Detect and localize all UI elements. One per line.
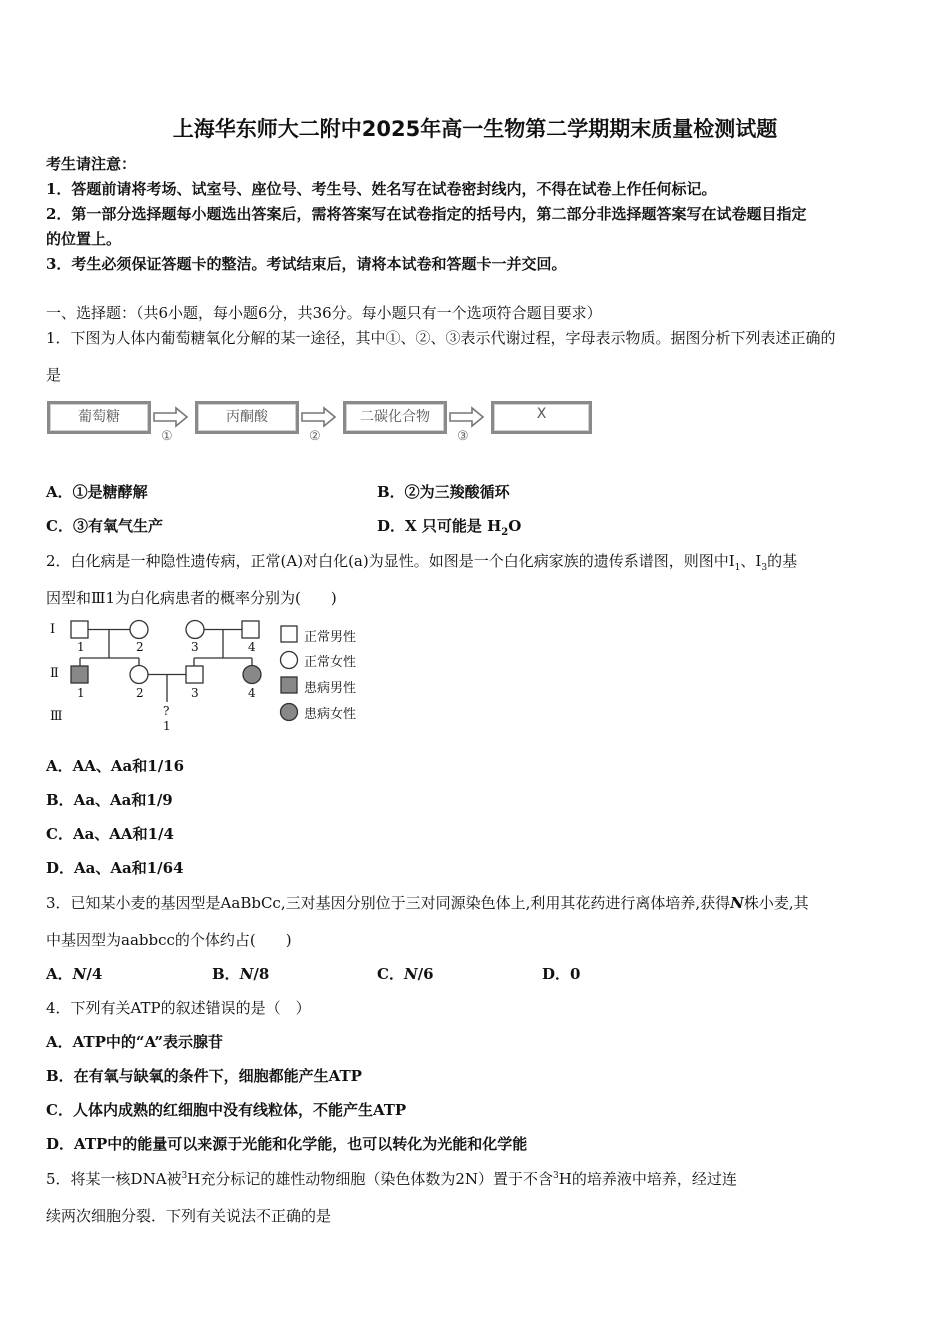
q5-stem-cont: 续两次细胞分裂．下列有关说法不正确的是 [46,1207,332,1225]
gen1-num-2: 2 [136,640,144,654]
q2-option-b: B．Aa、Aa和1/9 [46,791,173,809]
notice-item-2-cont: 的位置上。 [46,230,122,248]
pedigree-legend-symbols [279,623,301,725]
gen2-num-2: 2 [136,686,144,700]
gen3-unknown-mark: ? [163,704,170,718]
q2-option-c: C．Aa、AA和1/4 [46,825,174,843]
q3-option-c: C．N/6 [377,965,434,983]
gen1-male-1 [71,621,88,638]
flow-two-carbon: 二碳化合物 [343,401,447,434]
q2-stem-cont: 因型和Ⅲ1为白化病患者的概率分别为( ) [46,589,337,607]
flow-glucose: 葡萄糖 [47,401,151,434]
legend-affected-female: 患病女性 [304,707,357,722]
q1-option-b: B．②为三羧酸循环 [377,483,510,501]
step-3-label: ③ [457,429,469,444]
legend-affected-female-icon [281,704,298,721]
gen1-num-3: 3 [191,640,199,654]
gen2-num-1: 1 [77,686,85,700]
legend-affected-male: 患病男性 [304,681,357,696]
q2-option-a: A．AA、Aa和1/16 [46,757,185,775]
q2-stem: 2．白化病是一种隐性遗传病，正常(A)对白化(a)为显性。如图是一个白化病家族的遗传系谱图，则图中$Ⅰ_1$、$Ⅰ_3$的基 [46,552,798,573]
q1-stem-cont: 是 [46,366,62,384]
gen2-num-3: 3 [191,686,199,700]
notice-item-3: 3．考生必须保证答题卡的整洁。考试结束后，请将本试卷和答题卡一并交回。 [46,255,567,273]
notice-item-2: 2．第一部分选择题每小题选出答案后，需将答案写在试卷指定的括号内，第二部分非选择题答案写在试卷题目指定 [46,205,807,223]
step-1-label: ① [161,429,173,444]
generation-1-label: Ⅰ [50,622,56,637]
flow-pyruvate: 丙酮酸 [195,401,299,434]
generation-3-label: Ⅲ [50,709,63,724]
q5-stem: 5．将某一核DNA被$^3$H充分标记的雄性动物细胞（染色体数为2N）置于不含$^3$H的培养液中培养，经过连 [46,1170,737,1188]
generation-2-label: Ⅱ [50,666,59,681]
notice-header: 考生请注意： [46,155,137,173]
gen1-male-4 [242,621,259,638]
q4-stem: 4．下列有关ATP的叙述错误的是（ ） [46,999,311,1017]
gen1-num-1: 1 [77,640,85,654]
legend-normal-male: 正常男性 [304,630,357,645]
q2-option-d: D．Aa、Aa和1/64 [46,859,184,877]
gen1-num-4: 4 [248,640,256,654]
q3-stem: 3．已知某小麦的基因型是AaBbCc,三对基因分别位于三对同源染色体上,利用其花药进行离体培养,获得N株小麦,其 [46,894,809,912]
gen1-female-2 [130,621,148,639]
q1-stem: 1．下图为人体内葡萄糖氧化分解的某一途径，其中①、②、③表示代谢过程，字母表示物质。据图分析下列表述正确的 [46,329,836,347]
q1-option-a: A．①是糖酵解 [46,483,148,501]
flow-x: X [491,401,592,434]
gen2-num-4: 4 [248,686,256,700]
gen2-affected-male-1 [71,666,88,683]
q4-option-d: D．ATP中的能量可以来源于光能和化学能，也可以转化为光能和化学能 [46,1135,528,1153]
legend-normal-male-icon [281,626,297,642]
q4-option-b: B．在有氧与缺氧的条件下，细胞都能产生ATP [46,1067,362,1085]
q3-stem-cont: 中基因型为aabbcc的个体约占( ) [46,931,292,949]
notice-item-1: 1．答题前请将考场、试室号、座位号、考生号、姓名写在试卷密封线内，不得在试卷上作任何标记。 [46,180,717,198]
step-2-label: ② [309,429,321,444]
legend-normal-female: 正常女性 [304,655,357,670]
arrow-icon [152,406,190,428]
legend-normal-female-icon [281,652,298,669]
q3-option-d: D．0 [542,965,581,983]
gen2-affected-female-4 [243,666,261,684]
q3-option-b: B．N/8 [212,965,270,983]
gen1-female-3 [186,621,204,639]
arrow-icon [300,406,338,428]
gen2-female-2 [130,666,148,684]
page-title: 上海华东师大二附中2025年高一生物第二学期期末质量检测试题 [172,117,778,141]
arrow-icon [448,406,486,428]
q3-option-a: A．N/4 [46,965,103,983]
q4-option-c: C．人体内成熟的红细胞中没有线粒体，不能产生ATP [46,1101,407,1119]
gen3-num-1: 1 [163,719,171,733]
gen2-male-3 [186,666,203,683]
legend-affected-male-icon [281,677,297,693]
section-heading: 一、选择题：（共6小题，每小题6分，共36分。每小题只有一个选项符合题目要求） [46,304,602,322]
q1-option-d: D．X 只可能是 $H_2O$ [377,517,522,538]
q4-option-a: A．ATP中的“A”表示腺苷 [46,1033,224,1051]
q1-option-c: C．③有氧气生产 [46,517,163,535]
